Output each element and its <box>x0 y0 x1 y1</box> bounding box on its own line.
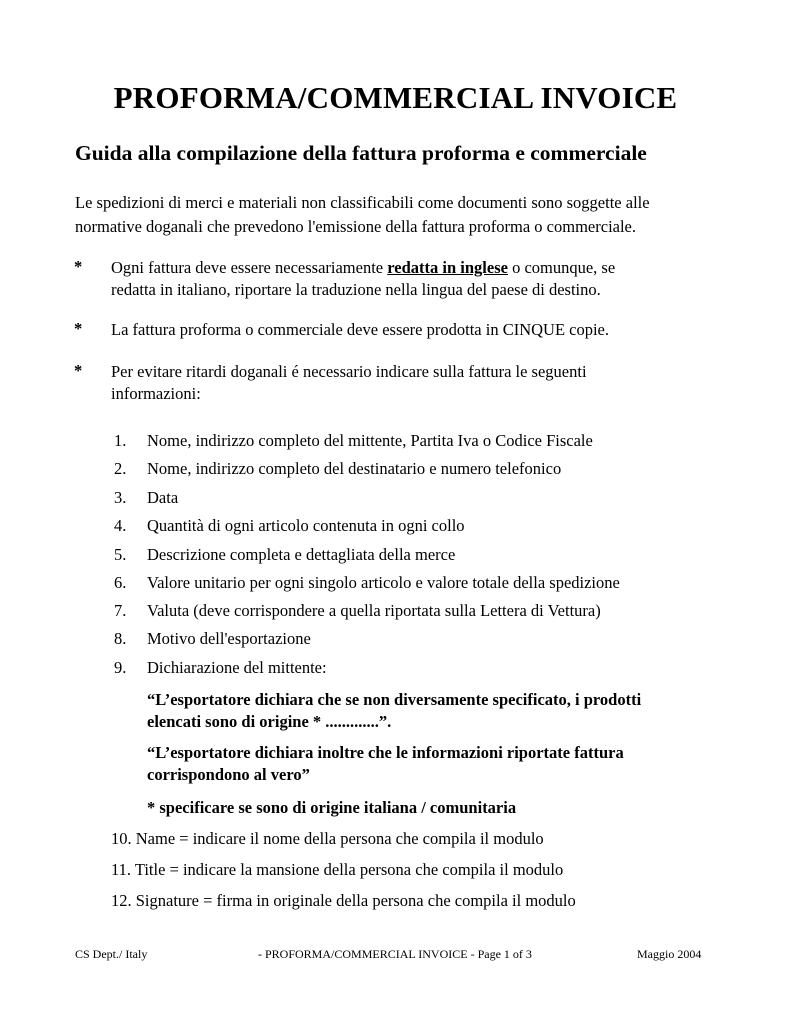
list-item: Data <box>147 488 179 507</box>
list-item-number: 7. <box>114 601 127 620</box>
declaration-note: * specificare se sono di origine italiana / comunitaria <box>147 798 517 817</box>
bullet-marker: * <box>74 319 83 338</box>
list-item: Nome, indirizzo completo del mittente, Partita Iva o Codice Fiscale <box>147 431 593 450</box>
list-item-number: 1. <box>114 431 127 450</box>
page-subtitle: Guida alla compilazione della fattura proforma e commerciale <box>75 141 647 165</box>
list-item-number: 9. <box>114 658 127 677</box>
declaration-line-1: “L’esportatore dichiara inoltre che le informazioni riportate fattura <box>147 743 624 762</box>
bullet-english-requirement <box>111 257 615 301</box>
declaration-quote-truth <box>147 742 624 786</box>
list-item: Descrizione completa e dettagliata della merce <box>147 545 456 564</box>
footer-page-info: - PROFORMA/COMMERCIAL INVOICE - Page 1 of 3 <box>258 947 532 961</box>
list-item-number: 3. <box>114 488 127 507</box>
list-item-number: 4. <box>114 516 127 535</box>
bullet-text-line-2: redatta in italiano, riportare la traduzione nella lingua del paese di destino. <box>111 280 601 299</box>
list-item: 10. Name = indicare il nome della persona che compila il modulo <box>111 829 544 848</box>
footer-date: Maggio 2004 <box>637 947 702 961</box>
list-item-number: 6. <box>114 573 127 592</box>
list-item: Valuta (deve corrispondere a quella riportata sulla Lettera di Vettura) <box>147 601 601 620</box>
list-item-number: 8. <box>114 629 127 648</box>
bullet-marker: * <box>74 361 83 380</box>
list-item: Quantità di ogni articolo contenuta in ogni collo <box>147 516 465 535</box>
list-item: 11. Title = indicare la mansione della persona che compila il modulo <box>111 860 564 879</box>
bullet-emphasis: redatta in inglese <box>387 258 508 277</box>
list-item: Nome, indirizzo completo del destinatario e numero telefonico <box>147 459 562 478</box>
list-item-number: 5. <box>114 545 127 564</box>
list-item: Dichiarazione del mittente: <box>147 658 327 677</box>
footer-department: CS Dept./ Italy <box>75 947 148 961</box>
intro-line-1: Le spedizioni di merci e materiali non classificabili come documenti sono soggette alle <box>75 193 650 212</box>
declaration-quote-origin <box>147 689 641 733</box>
bullet-copies-requirement: La fattura proforma o commerciale deve essere prodotta in CINQUE copie. <box>111 320 610 339</box>
bullet-text-line-2: informazioni: <box>111 384 201 403</box>
list-item: 12. Signature = firma in originale della persona che compila il modulo <box>111 891 576 910</box>
declaration-line-2: elencati sono di origine * .............”. <box>147 712 392 731</box>
intro-line-2: normative doganali che prevedono l'emissione della fattura proforma o commerciale. <box>75 217 637 236</box>
bullet-marker: * <box>74 257 83 276</box>
declaration-line-1: “L’esportatore dichiara che se non diversamente specificato, i prodotti <box>147 690 642 709</box>
bullet-info-requirement <box>111 361 587 405</box>
list-item: Valore unitario per ogni singolo articolo e valore totale della spedizione <box>147 573 620 592</box>
list-item: Motivo dell'esportazione <box>147 629 311 648</box>
bullet-text-line-1: Per evitare ritardi doganali é necessario indicare sulla fattura le seguenti <box>111 362 587 381</box>
bullet-text-post: o comunque, se <box>507 258 616 277</box>
page-title: PROFORMA/COMMERCIAL INVOICE <box>113 80 678 115</box>
list-item-number: 2. <box>114 459 127 478</box>
bullet-text-pre: Ogni fattura deve essere necessariamente <box>111 258 388 277</box>
intro-paragraph <box>75 191 650 239</box>
declaration-line-2: corrispondono al vero” <box>147 765 310 784</box>
